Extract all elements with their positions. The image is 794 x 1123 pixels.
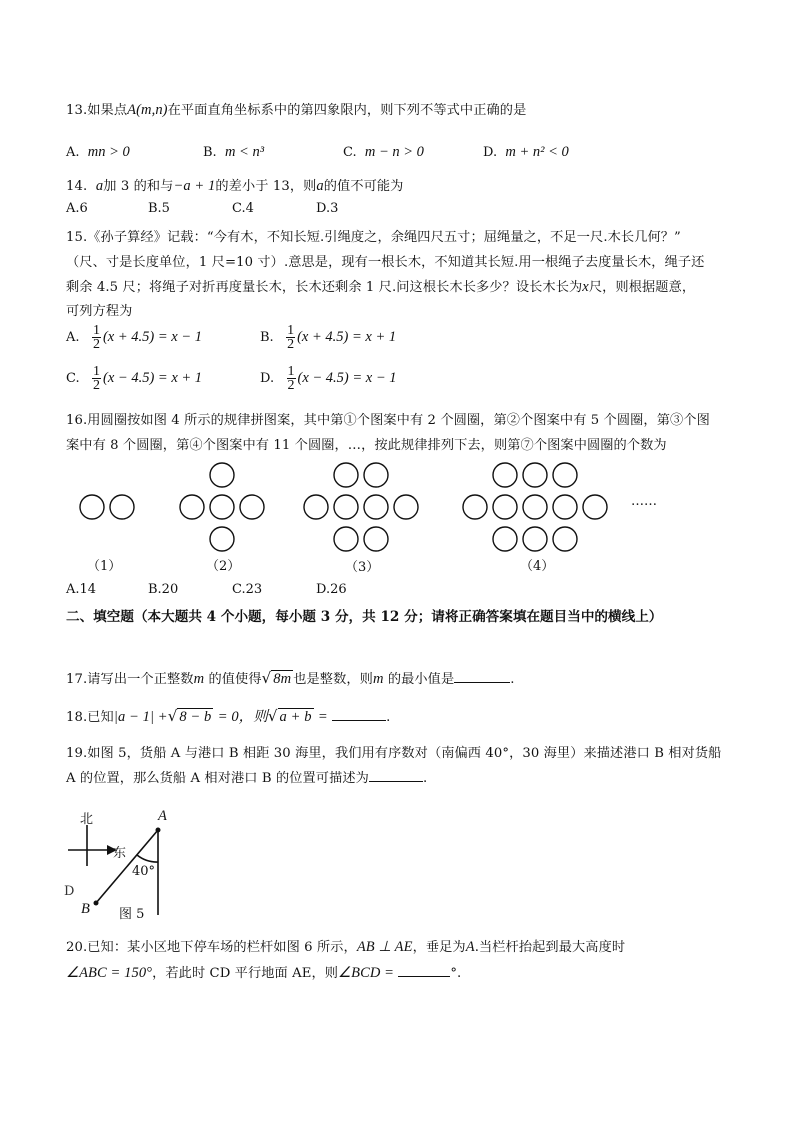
angle-arc — [137, 855, 158, 862]
point-b — [94, 901, 99, 906]
figure-5-label-a: A — [158, 808, 167, 824]
q16-option-a: A.14 — [66, 582, 97, 597]
section-2-title: 二、填空题（本大题共 4 个小题，每小题 3 分，共 12 分；请将正确答案填在题目当中的横线上） — [66, 609, 663, 625]
q20-line1: 20.已知：某小区地下停车场的栏杆如图 6 所示，AB ⊥ AE，垂足为A.当栏杆抬起到最大高度时 — [66, 939, 626, 955]
figure-5-caption: 图 5 — [119, 907, 145, 922]
q16-ellipsis: …… — [631, 494, 657, 509]
q16-caption-3: （3） — [345, 560, 380, 575]
q16-line1: 16.用圆圈按如图 4 所示的规律拼图案，其中第①个图案中有 2 个圆圈，第②个图案中有 5 个圆圈，第③个图 — [66, 413, 710, 428]
figure-5-label-b: B — [81, 901, 90, 917]
q14-option-c: C.4 — [232, 201, 254, 216]
sqrt-sign-icon: √ — [167, 707, 178, 725]
q13-option-d: D. m + n² < 0 — [483, 144, 569, 160]
figure-5-angle-label: 40° — [132, 864, 156, 879]
q13-stem: 13.如果点A(m,n)在平面直角坐标系中的第四象限内，则下列不等式中正确的是 — [66, 102, 527, 118]
q14-stem: 14. a加 3 的和与−a + 1的差小于 13，则a的值不可能为 — [66, 178, 404, 194]
q14-option-b: B.5 — [148, 201, 170, 216]
figure-5-stray-mark: D — [64, 884, 75, 899]
q13-option-c: C. m − n > 0 — [343, 144, 424, 160]
q19-line2: A 的位置，那么货船 A 相对港口 B 的位置可描述为 . — [66, 771, 428, 786]
q13-option-a: A. mn > 0 — [66, 144, 130, 160]
q18-stem: 18.已知|a − 1| +√ 8 − b = 0，则√ a + b = . — [66, 707, 391, 725]
q16-caption-4: （4） — [520, 559, 555, 574]
q15-option-c: C. $\frac{1}{2}$ (x − 4.5) = x + 1 — [66, 364, 203, 393]
q15-line4: 可列方程为 — [66, 304, 133, 319]
q14-option-d: D.3 — [316, 201, 339, 216]
q20-answer-blank — [398, 964, 450, 977]
figure-5-north-label: 北 — [80, 812, 94, 827]
q15-option-a: A. $\frac{1}{2}$ (x + 4.5) = x − 1 — [66, 323, 202, 352]
sqrt-sign-icon: √ — [261, 669, 272, 687]
q20-line2: ∠ABC = 150°，若此时 CD 平行地面 AE，则∠BCD = °. — [66, 965, 462, 981]
q15-option-d: D. $\frac{1}{2}$ (x − 4.5) = x − 1 — [260, 364, 397, 393]
q16-option-b: B.20 — [148, 582, 179, 597]
q15-line3: 剩余 4.5 尺；将绳子对折再度量长木，长木还剩余 1 尺.问这根长木长多少？设长木长为x尺，则根据题意， — [66, 279, 696, 295]
sqrt-sign-icon: √ — [267, 707, 278, 725]
q15-line1: 15.《孙子算经》记载：“今有木，不知长短.引绳度之，余绳四尺五寸；屈绳量之，不足一尺.木长几何？” — [66, 230, 681, 245]
q16-caption-1: （1） — [87, 559, 122, 574]
q17-stem: 17.请写出一个正整数m 的值使得√ 8m 也是整数，则m 的最小值是 . — [66, 669, 515, 687]
q15-option-b: B. $\frac{1}{2}$ (x + 4.5) = x + 1 — [260, 323, 397, 352]
q13-option-b: B. m < n³ — [203, 144, 265, 160]
q16-option-c: C.23 — [232, 582, 263, 597]
figure-5-east-label: 东 — [113, 846, 127, 861]
q16-option-d: D.26 — [316, 582, 347, 597]
q16-line2: 案中有 8 个圆圈，第④个图案中有 11 个圆圈，…，按此规律排列下去，则第⑦个图案中圆圈的个数为 — [66, 438, 667, 453]
q16-caption-2: （2） — [206, 559, 241, 574]
q15-line2: （尺、寸是长度单位，1 尺=10 寸）.意思是，现有一根长木，不知道其长短.用一根绳子去度量长木，绳子还 — [66, 255, 705, 270]
q19-line1: 19.如图 5，货船 A 与港口 B 相距 30 海里，我们用有序数对（南偏西 40°，30 海里）来描述港口 B 相对货船 — [66, 746, 722, 761]
q13-point: A(m,n) — [127, 102, 168, 118]
point-a — [156, 828, 161, 833]
q14-option-a: A.6 — [66, 201, 88, 216]
